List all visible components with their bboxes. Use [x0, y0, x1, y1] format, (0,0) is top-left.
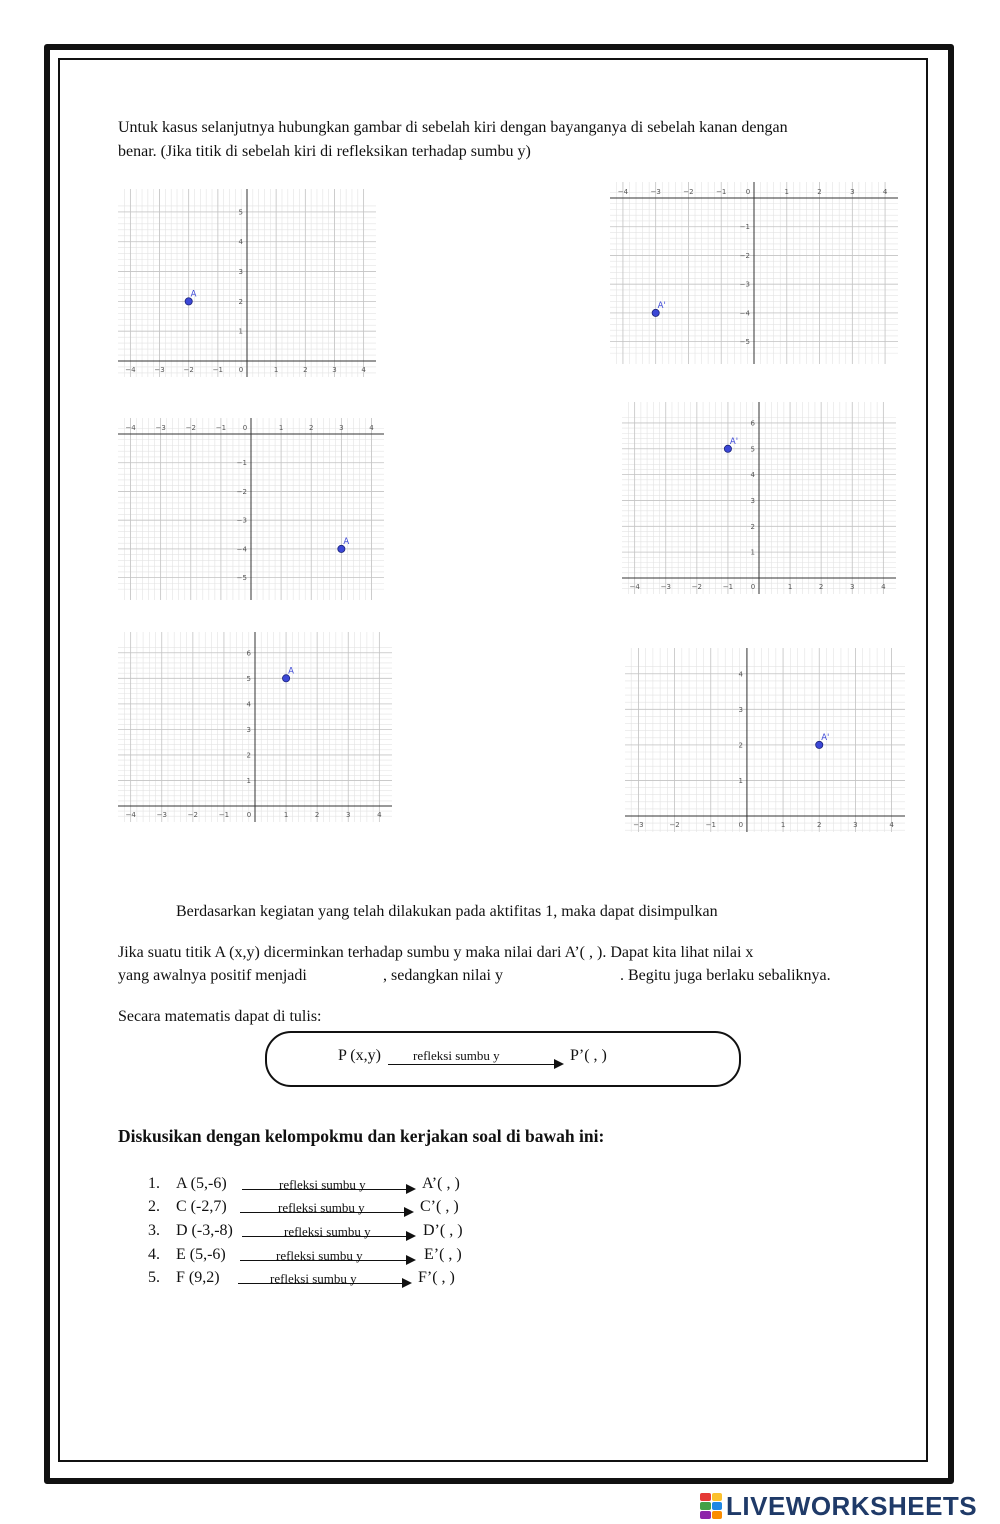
- x-tick-label: −2: [187, 811, 198, 819]
- y-tick-label: −2: [739, 251, 750, 260]
- x-tick-label: −4: [125, 811, 136, 819]
- arrow-head-icon: [406, 1184, 416, 1194]
- x-tick-label: −4: [629, 583, 640, 591]
- item-source: E (5,-6): [176, 1246, 226, 1263]
- y-tick-label: −4: [236, 545, 247, 554]
- x-tick-label: 1: [784, 188, 790, 196]
- x-tick-label: −4: [617, 188, 629, 196]
- item-arrow-line: [240, 1212, 406, 1213]
- item-answer-blank[interactable]: F’( , ): [418, 1269, 455, 1286]
- x-tick-label: 2: [817, 188, 822, 196]
- item-answer-blank[interactable]: A’( , ): [422, 1175, 460, 1192]
- item-number: 5.: [148, 1269, 160, 1286]
- coordinate-grid: [622, 402, 896, 594]
- y-tick-label: 4: [246, 700, 251, 709]
- graph-right-3[interactable]: [625, 648, 905, 832]
- y-tick-label: 3: [750, 496, 755, 505]
- logo-badge-icon: [700, 1493, 722, 1519]
- item-arrow-line: [240, 1260, 408, 1261]
- point-label: A': [729, 436, 739, 447]
- conclusion-line-1: Jika suatu titik A (x,y) dicerminkan terhadap sumbu y maka nilai dari A’( , ). Dapat kita lihat nilai x: [118, 944, 754, 961]
- x-tick-label: 4: [882, 188, 888, 196]
- x-tick-label: 0: [738, 821, 744, 829]
- point-label: A': [821, 732, 830, 743]
- y-tick-label: 5: [238, 208, 243, 217]
- y-tick-label: −4: [739, 309, 750, 318]
- y-tick-label: 6: [246, 649, 251, 658]
- point-label: A': [657, 300, 666, 311]
- x-tick-label: 3: [850, 188, 855, 196]
- x-tick-label: −2: [691, 583, 702, 591]
- y-tick-label: 3: [738, 705, 743, 714]
- y-tick-label: 4: [238, 238, 243, 247]
- item-answer-blank[interactable]: E’( , ): [424, 1246, 462, 1263]
- x-tick-label: 1: [787, 583, 793, 591]
- x-tick-label: 2: [314, 811, 320, 819]
- graph-left-3[interactable]: [118, 632, 392, 822]
- exercise-heading: Diskusikan dengan kelompokmu dan kerjakan soal di bawah ini:: [118, 1126, 605, 1146]
- x-tick-label: −1: [705, 821, 716, 829]
- y-tick-label: −5: [739, 338, 750, 347]
- y-tick-label: 2: [246, 751, 251, 760]
- x-tick-label: −3: [660, 583, 671, 591]
- item-number: 3.: [148, 1222, 160, 1239]
- y-tick-label: 4: [750, 471, 755, 480]
- item-arrow-label: refleksi sumbu y: [270, 1271, 357, 1286]
- x-tick-label: 0: [750, 583, 756, 591]
- formula-box: [265, 1031, 741, 1087]
- x-tick-label: −3: [156, 811, 167, 819]
- y-tick-label: 5: [246, 674, 251, 683]
- x-tick-label: 0: [745, 188, 751, 196]
- item-answer-blank[interactable]: D’( , ): [423, 1222, 463, 1239]
- y-tick-label: 1: [738, 776, 743, 785]
- arrow-head-icon: [406, 1231, 416, 1241]
- formula-right: P’( , ): [570, 1047, 607, 1064]
- formula-arrow-label: refleksi sumbu y: [413, 1048, 500, 1063]
- item-arrow-label: refleksi sumbu y: [279, 1177, 366, 1192]
- y-tick-label: −5: [236, 574, 247, 583]
- x-tick-label: −2: [669, 821, 680, 829]
- x-tick-label: 4: [361, 366, 366, 374]
- point-label: A: [190, 289, 197, 300]
- item-source: A (5,-6): [176, 1175, 227, 1192]
- x-tick-label: −3: [155, 424, 166, 432]
- item-arrow-line: [242, 1236, 408, 1237]
- x-tick-label: −2: [683, 188, 694, 196]
- point-label: A: [343, 536, 350, 547]
- item-number: 1.: [148, 1175, 160, 1192]
- x-tick-label: 0: [242, 424, 248, 432]
- x-tick-label: 4: [881, 583, 886, 591]
- arrow-head-icon: [402, 1278, 412, 1288]
- y-tick-label: −1: [739, 223, 750, 232]
- y-tick-label: 3: [238, 268, 243, 277]
- x-tick-label: 4: [369, 424, 374, 432]
- conclusion-line-2b: , sedangkan nilai y: [383, 967, 503, 984]
- x-tick-label: −4: [125, 366, 136, 374]
- math-intro: Secara matematis dapat di tulis:: [118, 1008, 322, 1025]
- item-arrow-label: refleksi sumbu y: [278, 1200, 365, 1215]
- x-tick-label: −1: [722, 583, 734, 591]
- instruction-text: Untuk kasus selanjutnya hubungkan gambar di sebelah kiri dengan bayanganya di sebelah kanan dengan benar. (Jika titik di sebelah kiri di refleksikan terhadap sumbu y): [118, 119, 788, 160]
- coordinate-grid: [625, 648, 905, 832]
- graph-right-2[interactable]: [622, 402, 896, 594]
- x-tick-label: 2: [303, 366, 308, 374]
- x-tick-label: 4: [377, 811, 382, 819]
- y-tick-label: −1: [236, 459, 247, 468]
- x-tick-label: −1: [218, 811, 230, 819]
- x-tick-label: −2: [183, 366, 194, 374]
- y-tick-label: −2: [236, 487, 247, 496]
- y-tick-label: 1: [246, 776, 251, 785]
- x-tick-label: −3: [633, 821, 644, 829]
- item-answer-blank[interactable]: C’( , ): [420, 1198, 459, 1215]
- x-tick-label: −3: [650, 188, 661, 196]
- y-tick-label: 4: [738, 670, 743, 679]
- x-tick-label: 0: [238, 366, 244, 374]
- y-tick-label: 2: [738, 741, 743, 750]
- item-arrow-line: [238, 1283, 404, 1284]
- x-tick-label: 2: [309, 424, 314, 432]
- x-tick-label: −1: [215, 424, 227, 432]
- conclusion-intro: Berdasarkan kegiatan yang telah dilakukan pada aktifitas 1, maka dapat disimpulkan: [176, 903, 718, 920]
- x-tick-label: −4: [125, 424, 136, 432]
- liveworksheets-logo[interactable]: [700, 1490, 977, 1522]
- y-tick-label: 6: [750, 419, 755, 428]
- x-tick-label: 3: [339, 424, 344, 432]
- coordinate-grid: [610, 182, 898, 364]
- arrow-head-icon: [404, 1207, 414, 1217]
- item-number: 2.: [148, 1198, 160, 1215]
- x-tick-label: 4: [889, 821, 894, 829]
- item-source: F (9,2): [176, 1269, 220, 1286]
- conclusion-line-2c: . Begitu juga berlaku sebaliknya.: [620, 967, 831, 984]
- coordinate-grid: [118, 189, 376, 377]
- arrow-head-icon: [554, 1059, 564, 1069]
- x-tick-label: 3: [853, 821, 858, 829]
- coordinate-grid: [118, 632, 392, 822]
- y-tick-label: 5: [750, 445, 755, 454]
- y-tick-label: 1: [750, 548, 755, 557]
- coordinate-grid: [118, 418, 384, 600]
- x-tick-label: −3: [154, 366, 165, 374]
- y-tick-label: 2: [238, 297, 243, 306]
- x-tick-label: 3: [332, 366, 337, 374]
- logo-text: LIVEWORKSHEETS: [726, 1490, 978, 1521]
- graph-left-1[interactable]: [118, 189, 376, 377]
- y-tick-label: 2: [750, 522, 755, 531]
- formula-arrow-line: [388, 1064, 556, 1065]
- item-source: D (-3,-8): [176, 1222, 233, 1239]
- x-tick-label: 2: [817, 821, 822, 829]
- conclusion-line-2a: yang awalnya positif menjadi: [118, 967, 307, 984]
- graph-left-2[interactable]: [118, 418, 384, 600]
- y-tick-label: −3: [739, 280, 750, 289]
- point-label: A: [288, 666, 294, 677]
- item-arrow-label: refleksi sumbu y: [276, 1248, 363, 1263]
- x-tick-label: 1: [273, 366, 279, 374]
- x-tick-label: −1: [716, 188, 727, 196]
- x-tick-label: 1: [283, 811, 289, 819]
- graph-right-1[interactable]: [610, 182, 898, 364]
- x-tick-label: −2: [185, 424, 196, 432]
- x-tick-label: 0: [246, 811, 252, 819]
- x-tick-label: −1: [212, 366, 224, 374]
- item-arrow-line: [242, 1189, 408, 1190]
- x-tick-label: 3: [850, 583, 855, 591]
- y-tick-label: 1: [238, 327, 243, 336]
- y-tick-label: 3: [246, 725, 251, 734]
- item-arrow-label: refleksi sumbu y: [284, 1224, 371, 1239]
- y-tick-label: −3: [236, 516, 247, 525]
- arrow-head-icon: [406, 1255, 416, 1265]
- x-tick-label: 1: [278, 424, 284, 432]
- item-source: C (-2,7): [176, 1198, 227, 1215]
- x-tick-label: 1: [780, 821, 786, 829]
- x-tick-label: 3: [346, 811, 351, 819]
- item-number: 4.: [148, 1246, 160, 1263]
- formula-left: P (x,y): [338, 1047, 381, 1064]
- x-tick-label: 2: [818, 583, 824, 591]
